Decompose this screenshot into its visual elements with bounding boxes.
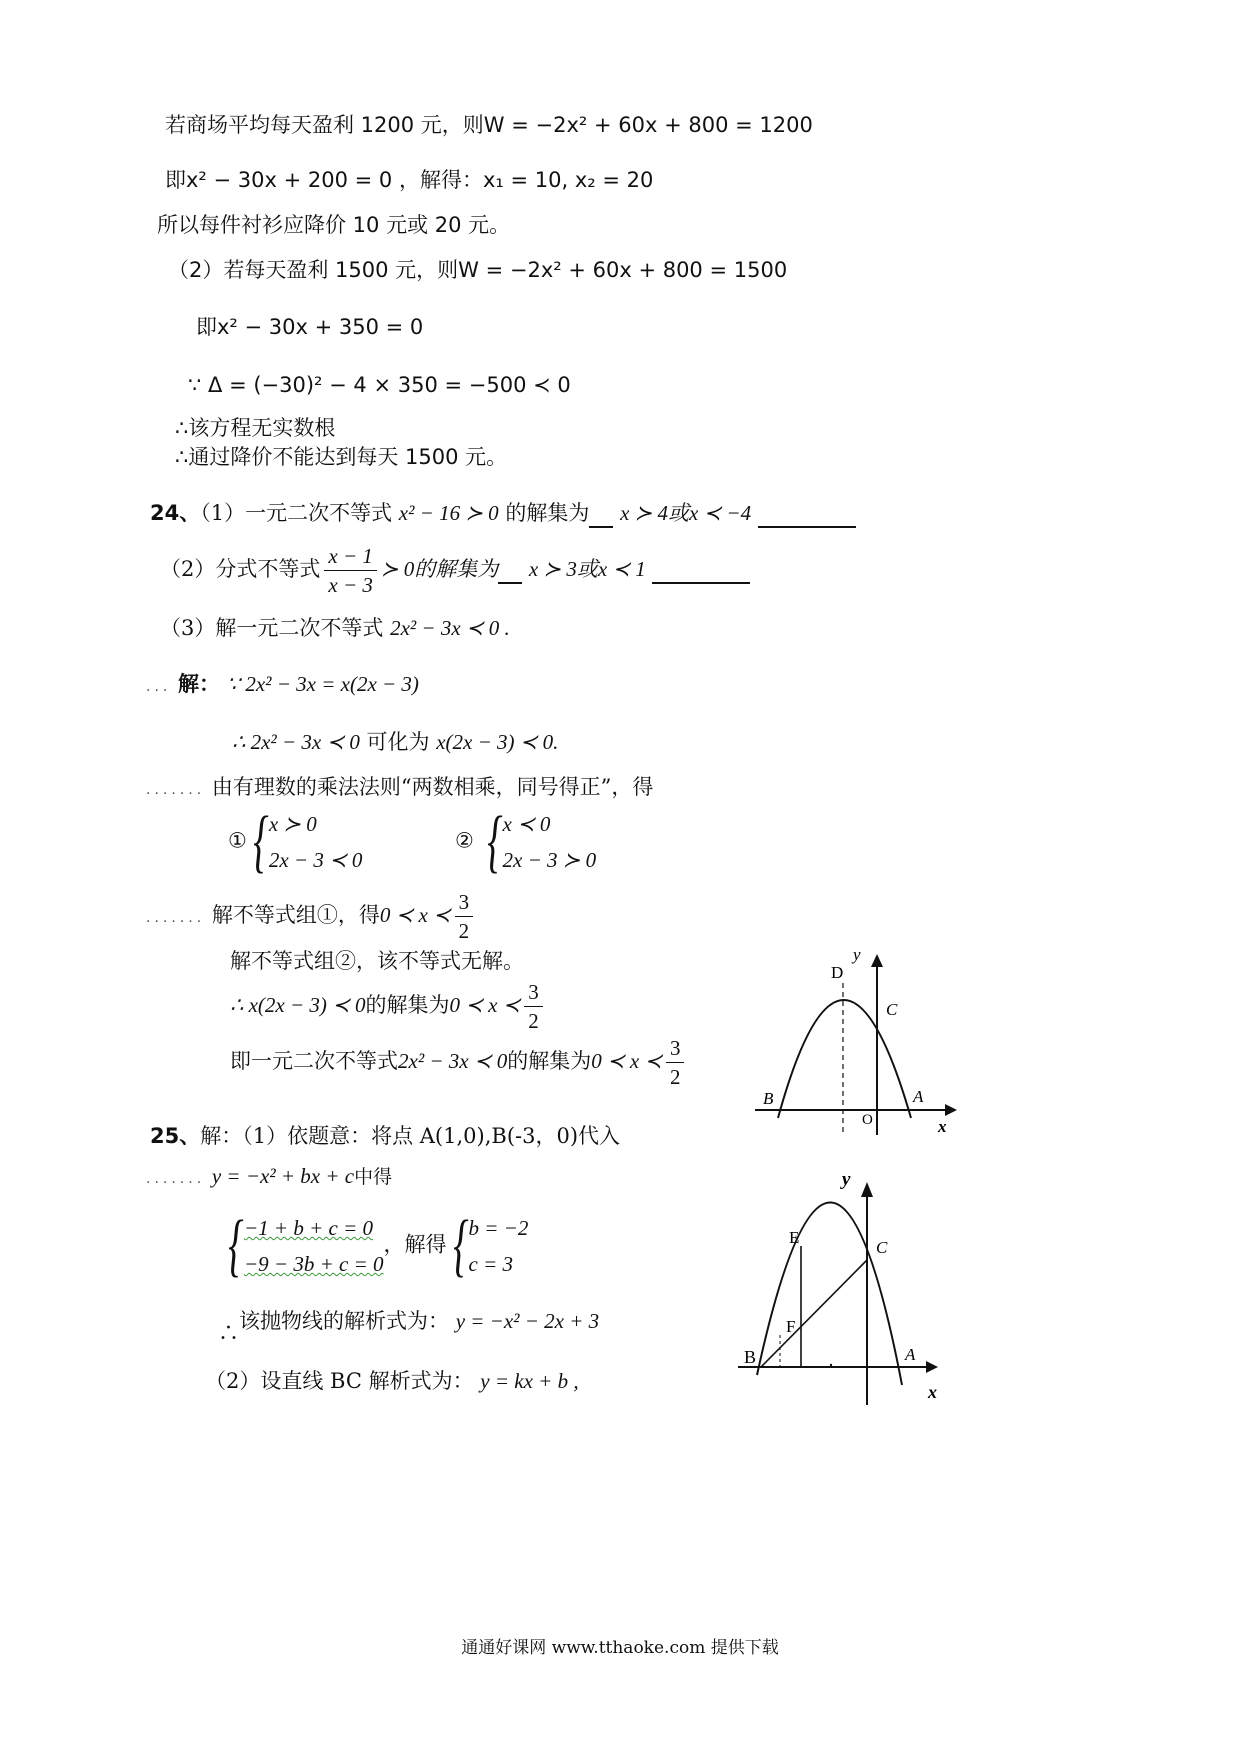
q24-part3 bbox=[160, 615, 510, 641]
solution-step7-c: 的解集为 bbox=[507, 1049, 592, 1073]
q24-solution-line7 bbox=[230, 1034, 688, 1091]
q24-p1-prefix: （1）一元二次不等式 bbox=[200, 501, 393, 525]
label-A: A bbox=[905, 1345, 916, 1364]
parabola-curve bbox=[757, 1202, 902, 1385]
left-brace: { bbox=[452, 1207, 469, 1284]
solution-step3: 由有理数的乘法法则“两数相乘，同号得正”，得 bbox=[211, 775, 654, 799]
label-y: y bbox=[853, 945, 861, 964]
solution-row2: c = 3 bbox=[468, 1252, 514, 1276]
fraction-denominator: 2 bbox=[458, 919, 470, 943]
leader-dots: ... bbox=[146, 679, 172, 695]
label-y: y bbox=[842, 1169, 851, 1190]
solution-step7-b: 2x² − 3x ≺ 0 bbox=[398, 1049, 508, 1073]
q25-number: 25、 bbox=[150, 1124, 201, 1148]
text-line-23-5: 即x² − 30x + 350 = 0 bbox=[196, 315, 424, 339]
text-line-23-4: （2）若每天盈利 1500 元，则W = −2x² + 60x + 800 = 1500 bbox=[168, 258, 788, 282]
answer-blank-tail bbox=[652, 556, 750, 584]
q24-solution-line2 bbox=[232, 729, 558, 755]
q25-line4 bbox=[205, 1368, 579, 1394]
solution-step7-d: 0 ≺ x ≺ bbox=[591, 1049, 662, 1073]
fraction-three-halves bbox=[666, 1034, 685, 1091]
text-line-23-3: 所以每件衬衫应降价 10 元或 20 元。 bbox=[157, 213, 511, 237]
left-brace: { bbox=[253, 803, 269, 880]
inequality-system-2 bbox=[455, 803, 597, 880]
fraction-numerator: 3 bbox=[524, 978, 543, 1007]
q25-parabola-equation: y = −x² − 2x + 3 bbox=[455, 1309, 600, 1333]
inequality-system-1 bbox=[228, 803, 363, 880]
answer-blank-lead bbox=[589, 500, 613, 528]
text-line-23-7: ∴该方程无实数根 bbox=[175, 416, 336, 440]
answer-blank-lead bbox=[498, 556, 522, 584]
q24-p2-mid: ≻ 0的解集为 bbox=[380, 557, 499, 581]
leader-dots: ....... bbox=[146, 1171, 206, 1187]
label-A: A bbox=[913, 1087, 924, 1106]
solution-step4-b: 0 ≺ x ≺ bbox=[379, 903, 451, 927]
system-2-body bbox=[481, 803, 597, 880]
system-2-label: ② bbox=[455, 828, 474, 853]
q25-function: y = −x² + bx + c bbox=[211, 1164, 355, 1188]
equation-row1: −1 + b + c = 0 bbox=[244, 1216, 374, 1240]
q25-line-equation: y = kx + b , bbox=[480, 1369, 579, 1393]
label-C: C bbox=[886, 1000, 898, 1019]
q24-part2 bbox=[160, 542, 750, 599]
solution-step2-a: ∴ 2x² − 3x ≺ 0 bbox=[232, 730, 360, 754]
parabola-figure-1 bbox=[745, 940, 985, 1140]
label-x: x bbox=[928, 1382, 937, 1402]
solution-step6-a: ∴ x(2x − 3) ≺ 0 bbox=[230, 993, 366, 1017]
q25-system bbox=[222, 1207, 529, 1284]
text-line-23-6: ∵ Δ = (−30)² − 4 × 350 = −500 ≺ 0 bbox=[188, 373, 571, 397]
solution-step1: ∵ 2x² − 3x = x(2x − 3) bbox=[226, 672, 419, 696]
y-axis-arrow bbox=[871, 954, 883, 967]
q24-solution-line6 bbox=[230, 978, 547, 1035]
q24-p2-fraction bbox=[324, 542, 377, 599]
fraction-denominator: 2 bbox=[528, 1009, 539, 1033]
therefore-symbol: ∴ bbox=[218, 1321, 239, 1345]
label-C: C bbox=[876, 1238, 888, 1257]
system-1-row1: x ≻ 0 bbox=[268, 812, 317, 836]
q25-solve-text: ，解得 bbox=[383, 1232, 447, 1257]
x-axis-arrow bbox=[945, 1104, 957, 1116]
left-brace: { bbox=[228, 1207, 244, 1284]
solution-label: 解： bbox=[178, 671, 221, 696]
label-x: x bbox=[938, 1117, 947, 1136]
system-2-row1: x ≺ 0 bbox=[502, 812, 551, 836]
answer-blank-tail bbox=[758, 500, 856, 528]
q24-part1 bbox=[150, 500, 856, 528]
q25-solution-system bbox=[447, 1207, 529, 1284]
text-line-23-1: 若商场平均每天盈利 1200 元，则W = −2x² + 60x + 800 = 1200 bbox=[165, 113, 813, 137]
solution-step7-a: 即一元二次不等式 bbox=[230, 1049, 398, 1073]
label-B: B bbox=[763, 1089, 774, 1108]
fraction-denominator: 2 bbox=[669, 1065, 681, 1089]
label-B: B bbox=[744, 1347, 757, 1367]
system-1-body bbox=[247, 803, 363, 880]
equation-row2: −9 − 3b + c = 0 bbox=[244, 1252, 384, 1276]
fraction-three-halves bbox=[455, 888, 474, 945]
q25-text3: 该抛物线的解析式为： bbox=[239, 1309, 449, 1333]
fraction-numerator: x − 1 bbox=[324, 542, 377, 571]
y-axis-arrow bbox=[861, 1182, 873, 1197]
q25-equation-system bbox=[222, 1207, 384, 1284]
system-1-label: ① bbox=[228, 828, 247, 853]
fraction-numerator: 3 bbox=[455, 888, 474, 917]
q25-line3 bbox=[218, 1308, 600, 1345]
text-line-23-8: ∴通过降价不能达到每天 1500 元。 bbox=[175, 445, 508, 469]
q24-solution-line3 bbox=[146, 774, 653, 803]
q24-p3-text: （3）解一元二次不等式 bbox=[160, 616, 384, 640]
solution-step5: 解不等式组②，该不等式无解。 bbox=[230, 949, 524, 973]
fraction-numerator: 3 bbox=[666, 1034, 685, 1063]
fraction-three-halves bbox=[524, 978, 543, 1035]
q25-text2: 中得 bbox=[354, 1166, 393, 1188]
solution-step4-a: 解不等式组①，得 bbox=[211, 903, 380, 927]
label-O: O bbox=[862, 1112, 873, 1128]
q25-text1: 解：（1）依题意：将点 A(1,0),B(-3，0)代入 bbox=[200, 1124, 621, 1148]
q24-p1-answer: x ≻ 4或x ≺ −4 bbox=[620, 501, 752, 525]
q24-p1-mid: 的解集为 bbox=[505, 501, 590, 525]
left-brace: { bbox=[486, 803, 503, 880]
system-2-row2: 2x − 3 ≻ 0 bbox=[502, 848, 597, 872]
label-F: F bbox=[786, 1317, 796, 1336]
solution-step2-c: x(2x − 3) ≺ 0. bbox=[436, 730, 559, 754]
q24-solution-line4 bbox=[146, 888, 477, 945]
leader-dots: ....... bbox=[146, 782, 206, 798]
text-line-23-2: 即x² − 30x + 200 = 0 ，解得：x₁ = 10, x₂ = 20 bbox=[165, 168, 654, 192]
solution-row1: b = −2 bbox=[468, 1216, 529, 1240]
q25-line1 bbox=[150, 1123, 620, 1149]
q24-p1-expression: x² − 16 ≻ 0 bbox=[398, 501, 499, 525]
q24-solution-line1 bbox=[146, 671, 419, 700]
x-axis-arrow bbox=[926, 1361, 938, 1373]
line-BC bbox=[761, 1260, 867, 1367]
footer-source: 通通好课网 www.tthaoke.com 提供下载 bbox=[461, 1638, 779, 1658]
q24-p2-prefix: （2）分式不等式 bbox=[160, 557, 321, 581]
label-E: E bbox=[789, 1228, 800, 1247]
solution-step6-c: 0 ≺ x ≺ bbox=[449, 993, 521, 1017]
vertex-foot-mark bbox=[830, 1364, 832, 1366]
q24-p3-expression: 2x² − 3x ≺ 0 . bbox=[390, 616, 510, 640]
q24-p2-answer: x ≻ 3或x ≺ 1 bbox=[528, 557, 646, 581]
solution-step6-b: 的解集为 bbox=[365, 993, 450, 1017]
parabola-figure-2 bbox=[730, 1160, 970, 1410]
solution-step2-b: 可化为 bbox=[359, 730, 430, 754]
q25-text4: （2）设直线 BC 解析式为： bbox=[205, 1369, 474, 1393]
leader-dots: ....... bbox=[146, 910, 206, 926]
label-D: D bbox=[831, 963, 844, 982]
q24-number: 24、 bbox=[150, 501, 201, 525]
system-1-row2: 2x − 3 ≺ 0 bbox=[268, 848, 363, 872]
fraction-denominator: x − 3 bbox=[328, 573, 373, 597]
q25-line2 bbox=[146, 1163, 392, 1192]
